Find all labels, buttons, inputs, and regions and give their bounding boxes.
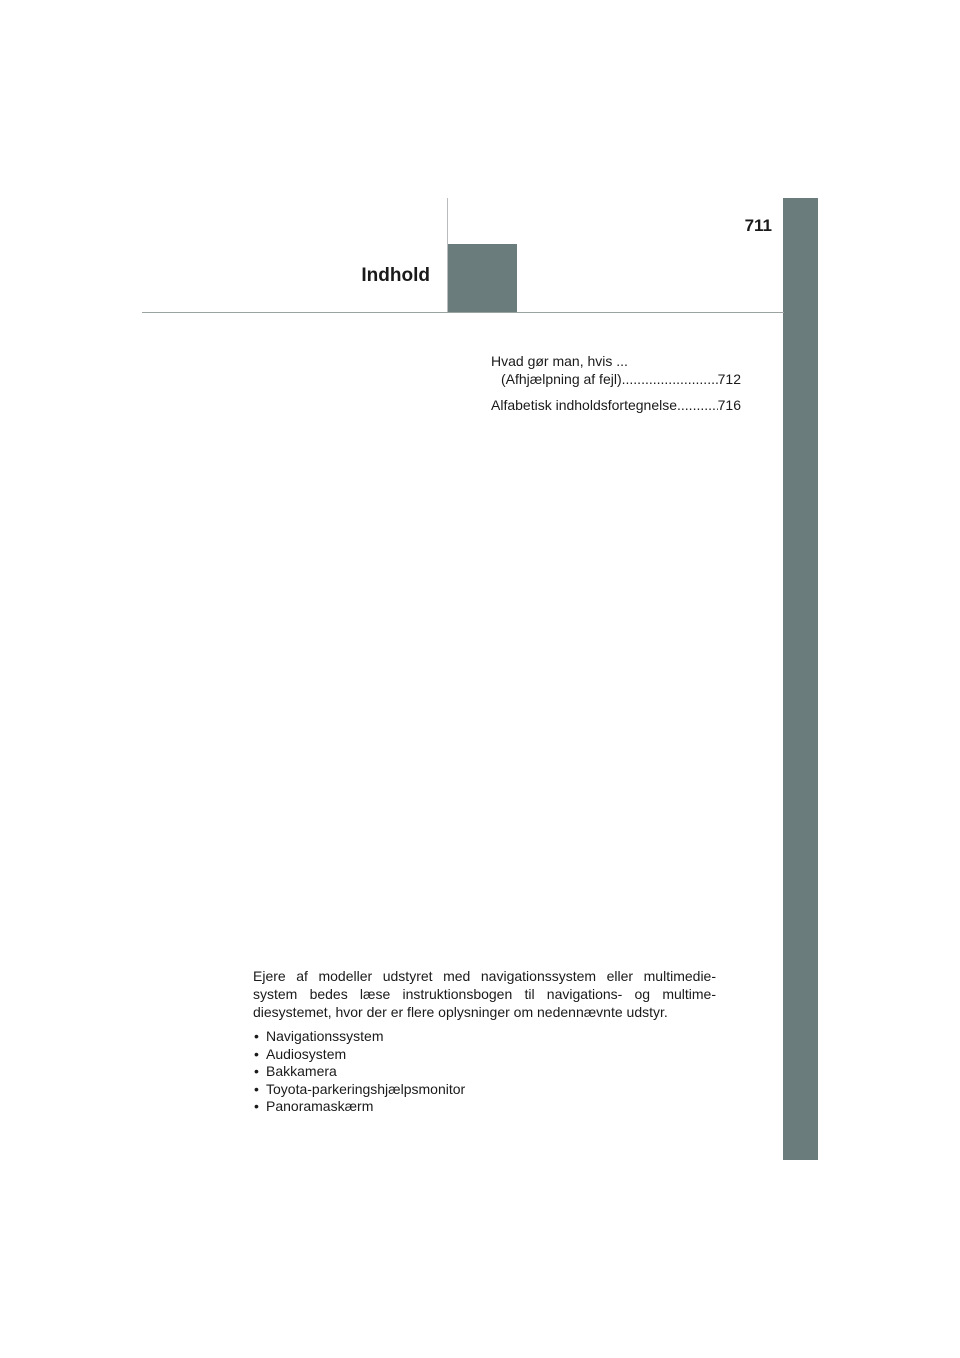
- toc-entry-sublabel: (Afhjælpning af fejl): [501, 371, 622, 387]
- equipment-list: [253, 1028, 716, 1116]
- notice-line: diesystemet, hvor der er flere oplysninger om nedennævnte udstyr.: [253, 1004, 668, 1020]
- bullet-icon: •: [254, 1080, 259, 1097]
- notice-line: system bedes læse instruktionsbogen til navigations- og multime-: [253, 986, 716, 1002]
- toc-entry-row: [491, 396, 741, 414]
- header-color-block: [448, 244, 517, 313]
- toc-entry-label: Hvad gør man, hvis ...: [491, 353, 628, 369]
- notice-line: Ejere af modeller udstyret med navigationssystem eller multimedie-: [253, 968, 716, 984]
- toc-dot-leader: [677, 396, 718, 414]
- list-item: [253, 1063, 716, 1081]
- toc-entry-index[interactable]: [491, 396, 741, 414]
- bullet-icon: •: [254, 1045, 259, 1062]
- list-item: [253, 1098, 716, 1116]
- bullet-icon: •: [254, 1098, 259, 1114]
- bullet-icon: •: [254, 1063, 259, 1079]
- multimedia-notice: [253, 967, 716, 1116]
- list-item-text: Audiosystem: [266, 1045, 347, 1062]
- toc-dot-leader: [622, 370, 718, 388]
- notice-paragraph: [253, 967, 716, 1021]
- toc-entry-troubleshooting[interactable]: [491, 352, 741, 388]
- table-of-contents: [491, 352, 741, 414]
- header-horizontal-rule: [142, 312, 784, 313]
- list-item: [253, 1028, 716, 1046]
- list-item-text: Navigationssystem: [266, 1028, 384, 1044]
- page-number: 711: [744, 216, 772, 235]
- list-item-text: Bakkamera: [266, 1063, 337, 1079]
- page-title: Indhold: [361, 265, 430, 286]
- list-item-text: Panoramaskærm: [266, 1098, 374, 1114]
- toc-page-number: 712: [717, 371, 741, 387]
- side-tab-strip: [783, 198, 818, 1160]
- toc-entry-label: Alfabetisk indholdsfortegnelse: [491, 397, 678, 413]
- list-item-text: Toyota-parkeringshjælpsmonitor: [266, 1080, 466, 1097]
- toc-entry-row: [491, 370, 741, 388]
- list-item: [253, 1081, 716, 1099]
- bullet-icon: •: [254, 1028, 259, 1044]
- list-item: [253, 1046, 716, 1064]
- toc-page-number: 716: [717, 397, 741, 413]
